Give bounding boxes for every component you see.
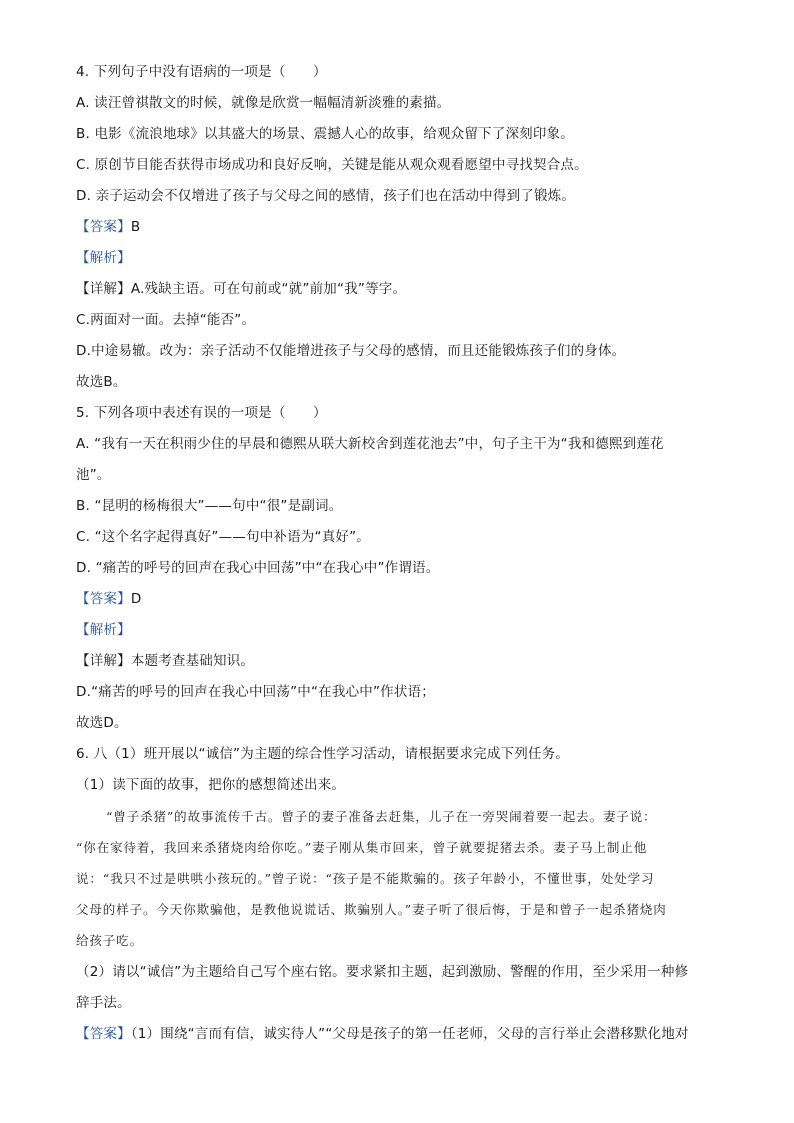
q5-option-a-line2: 池”。 — [76, 467, 111, 483]
q4-option-a: A. 读汪曾祺散文的时候，就像是欣赏一幅幅清新淡雅的素描。 — [76, 95, 451, 111]
q5-stem: 5. 下列各项中表述有误的一项是（ ） — [76, 405, 327, 421]
analysis-tag: 【解析】 — [76, 250, 131, 266]
q5-option-d: D. “痛苦的呼号的回声在我心中回荡”中“在我心中”作谓语。 — [76, 560, 440, 576]
q4-option-d: D. 亲子运动会不仅增进了孩子与父母之间的感情，孩子们也在活动中得到了锻炼。 — [76, 188, 576, 204]
q4-analysis — [76, 248, 131, 268]
q4-answer — [76, 217, 140, 237]
detail-tag: 【详解】 — [76, 281, 131, 297]
q4-note-c: C.两面对一面。去掉“能否”。 — [76, 312, 256, 328]
answer-tag: 【答案】 — [76, 591, 131, 607]
answer-value: B — [130, 219, 141, 235]
q6-answer — [76, 1024, 689, 1044]
q5-note-d: D.“痛苦的呼号的回声在我心中回荡”中“在我心中”作状语； — [76, 684, 435, 700]
q5-conclusion: 故选D。 — [76, 715, 128, 731]
q6-task1: （1）读下面的故事，把你的感想简述出来。 — [76, 777, 346, 793]
q5-option-c: C. “这个名字起得真好”——句中补语为“真好”。 — [76, 529, 370, 545]
q5-analysis — [76, 620, 131, 640]
detail-text: 本题考查基础知识。 — [130, 653, 255, 669]
detail-text: A.残缺主语。可在句前或“就”前加“我”等字。 — [130, 281, 407, 297]
q6-story-line-1: “曾子杀猪”的故事流传千古。曾子的妻子准备去赶集，儿子在一旁哭闹着要一起去。妻子说： — [106, 809, 657, 824]
detail-tag: 【详解】 — [76, 653, 131, 669]
q6-task2-line2: 辞手法。 — [76, 995, 131, 1011]
answer-text: （1）围绕“言而有信，诚实待人”“父母是孩子的第一任老师，父母的言行举止会潜移默化地对 — [130, 1026, 689, 1042]
q4-option-b: B. 电影《流浪地球》以其盛大的场景、震撼人心的故事，给观众留下了深刻印象。 — [76, 126, 574, 142]
answer-value: D — [130, 591, 142, 607]
q4-stem: 4. 下列句子中没有语病的一项是（ ） — [76, 64, 327, 80]
q4-detail — [76, 279, 406, 299]
q6-story-line-4: 父母的样子。今天你欺骗他，是教他说谎话、欺骗别人。”妻子听了很后悔，于是和曾子一起杀猪烧肉 — [76, 902, 667, 917]
answer-tag: 【答案】 — [76, 219, 131, 235]
q4-conclusion: 故选B。 — [76, 374, 127, 390]
q6-story-line-2: “你在家待着，我回来杀猪烧肉给你吃。”妻子刚从集市回来，曾子就要捉猪去杀。妻子马上制止他 — [76, 840, 648, 855]
q6-story-line-5: 给孩子吃。 — [76, 933, 144, 948]
q6-task2-line1: （2）请以“诚信”为主题给自己写个座右铭。要求紧扣主题，起到激励、警醒的作用，至少采用一种修 — [76, 964, 689, 980]
q4-option-c: C. 原创节目能否获得市场成功和良好反响，关键是能从观众观看愿望中寻找契合点。 — [76, 157, 588, 173]
q5-option-a-line1: A. “我有一天在积雨少住的早晨和德熙从联大新校舍到莲花池去”中，句子主干为“我和德熙到莲花 — [76, 436, 664, 452]
q5-detail — [76, 651, 254, 671]
answer-tag: 【答案】 — [76, 1026, 131, 1042]
analysis-tag: 【解析】 — [76, 622, 131, 638]
q4-note-d: D.中途易辙。改为：亲子活动不仅能增进孩子与父母的感情，而且还能锻炼孩子们的身体。 — [76, 343, 626, 359]
q6-stem: 6. 八（1）班开展以“诚信”为主题的综合性学习活动，请根据要求完成下列任务。 — [76, 746, 570, 762]
q5-option-b: B. “昆明的杨梅很大”——句中“很”是副词。 — [76, 498, 343, 514]
q5-answer — [76, 589, 141, 609]
q6-story-line-3: 说：“我只不过是哄哄小孩玩的。”曾子说：“孩子是不能欺骗的。孩子年龄小，不懂世事，处处学习 — [76, 871, 655, 886]
